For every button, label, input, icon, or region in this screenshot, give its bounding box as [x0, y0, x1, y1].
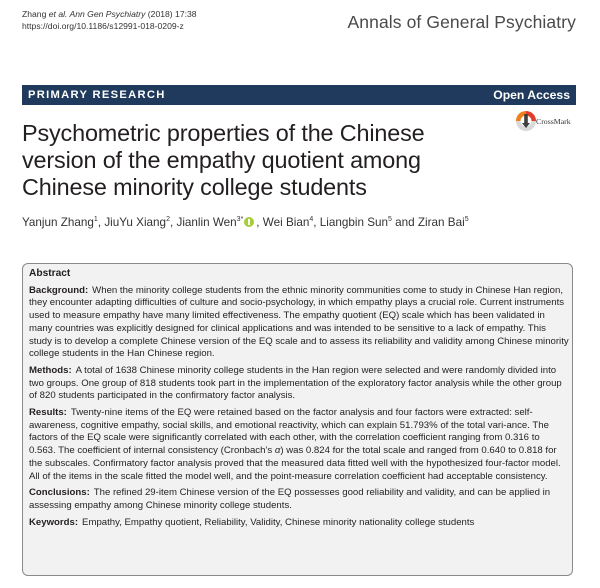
citation-suffix: (2018) 17:38 — [145, 9, 197, 19]
abstract-methods — [29, 365, 569, 403]
orcid-icon[interactable] — [244, 217, 254, 227]
section-label: Background: — [29, 284, 89, 296]
section-text: When the minority college students from the ethnic minority communities come to study in Chinese Han region, they encounter adapting difficulties of culture and socio-psychology, in which empathy plays a crucial role. Current instruments used to measure empathy have many limited effectiveness. The empathy quotient (EQ) scale which has been validated in many countries was explicitly designed for clinical applications and was intended to be sensitive to a lack of empathy. This study is to develop a complete Chinese version of the EQ scale and to assess its reliability and validity among Chinese minority college students in the Han Chinese region. — [29, 284, 569, 360]
author-affiliation: 3* — [236, 216, 244, 223]
author-separator: , — [256, 216, 263, 229]
abstract-background — [29, 285, 569, 361]
author-affiliation: 2 — [166, 216, 170, 223]
author-name[interactable]: Wei Bian — [262, 216, 310, 229]
author-affiliation: 4 — [309, 216, 314, 223]
abstract-keywords — [29, 517, 569, 530]
section-label: Keywords: — [29, 516, 79, 528]
author-separator: and — [391, 216, 418, 229]
article-type: PRIMARY RESEARCH — [28, 89, 166, 101]
crossmark-button[interactable] — [515, 110, 587, 132]
author-separator: , — [313, 216, 320, 229]
keywords-text: Empathy, Empathy quotient, Reliability, Validity, Chinese minority nationality college students — [82, 516, 475, 528]
author-name[interactable]: Ziran Bai — [417, 216, 465, 229]
citation-journal: et al. Ann Gen Psychiatry — [48, 9, 146, 19]
author-affiliation: 1 — [93, 216, 98, 223]
section-label: Conclusions: — [29, 487, 90, 499]
section-label: Results: — [29, 407, 67, 419]
crossmark-icon — [515, 110, 537, 132]
author-name[interactable]: Jianlin Wen — [176, 216, 237, 229]
journal-name: Annals of General Psychiatry — [347, 12, 576, 32]
citation-prefix: Zhang — [22, 9, 49, 19]
section-text: Twenty-nine items of the EQ were retained based on the factor analysis and four factors were extracted: self-awareness, cognitive empathy, social skills, and emotional reactivity, which can explain 51.793% of the total vari-ance. The factors of the EQ scale were significantly correlated with each other, with the correlation coefficient ranging from 0.316 to 0.563. The coefficient of internal consistency (Cronbach’s — [29, 407, 549, 457]
citation — [22, 8, 197, 32]
author-separator: , — [97, 216, 105, 229]
open-access-label: Open Access — [493, 88, 570, 102]
author-name[interactable]: Yanjun Zhang — [22, 216, 94, 229]
author-name[interactable]: Liangbin Sun — [319, 216, 389, 229]
crossmark-label: CrossMark — [536, 117, 571, 126]
author-list — [22, 216, 469, 229]
doi-link[interactable]: https://doi.org/10.1186/s12991-018-0209-z — [22, 21, 184, 31]
article-title: Psychometric properties of the Chinese version of the empathy quotient among Chinese minority college students — [22, 120, 425, 200]
author-affiliation: 5 — [388, 216, 392, 223]
section-text: ) was 0.824 for the total scale and ranged from 0.640 to 0.818 for the subscales. Confirmatory factor analysis proved that the measured data fitted well with the hypothesized four-factor model. All of the items in the scale fitted the model well, and the point-measure correlation coefficient had acceptable consistency. — [29, 445, 561, 482]
article-type-banner — [22, 85, 576, 105]
section-text: A total of 1638 Chinese minority college students in the Han region were selected and were randomly divided into two groups. One group of 818 students took part in the implementation of the exploratory factor analysis while the other group of 820 students participated in the confirmatory factor analysis. — [29, 364, 562, 402]
abstract-heading: Abstract — [29, 268, 71, 279]
author-name[interactable]: JiuYu Xiang — [104, 216, 167, 229]
author-affiliation: 5 — [464, 216, 469, 223]
abstract-results — [29, 407, 569, 483]
section-label: Methods: — [29, 364, 72, 376]
author-separator: , — [169, 216, 177, 229]
abstract-box — [22, 263, 573, 576]
abstract-conclusions — [29, 487, 569, 512]
alpha-symbol: α — [274, 445, 281, 457]
section-text: The refined 29-item Chinese version of the EQ possesses good reliability and validity, and can be applied in assessing empathy among Chinese minority college students. — [29, 487, 551, 511]
